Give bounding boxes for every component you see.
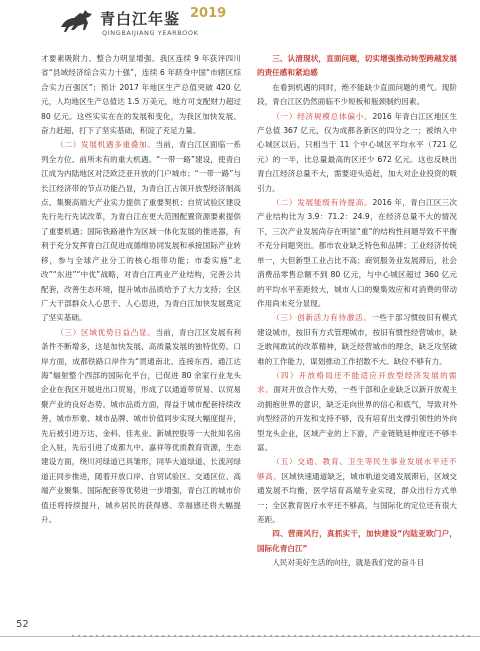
yearbook-title: 青白江年鉴 [100, 10, 181, 28]
paragraph: （四）开放格局还不能适应开放型经济发展的需求。面对开放合作大势，一些干部和企业缺乏以新开放观主动拥抱世界的意识，缺乏走向世界的信心和底气，导致对外向型经济的开发和支持不够，没有培育出支撑引领性的外向型龙头企业，区域产业的上下游，产业链链延伸度还不够丰富。 [257, 370, 457, 452]
paragraph: 才要素吸附力、整合力明显增强。我区连续 9 年获评四川省“县域经济综合实力十强”，连续 6 年跻身中国“市辖区综合实力百强区”；预计 2017 年地区生产总值突破 420 亿元，人均地区生产总值达 1.5 万美元，地方可支配财力超过 80 亿元。这些实实在在的发展和变化，为我区加快发展、奋力赶超，打下了坚实基础，积淀了充足力量。 [41, 54, 241, 136]
section-subheading: （二）发展能级有待提高。 [272, 198, 373, 208]
paragraph: 人民对美好生活的向往，就是我们党的奋斗目 [272, 558, 425, 568]
section-subheading: （四）开放格局还不能适应开放型经济发展的需求。 [257, 370, 457, 395]
page-number: 52 [16, 619, 29, 630]
section-subheading: （二）发展机遇多重叠加。 [56, 140, 156, 150]
yearbook-year: 2019 [190, 6, 227, 21]
section-heading: 三、认清现状，直面问题，切实增强推动转型跨越发展的责任感和紧迫感 [257, 54, 457, 78]
section-subheading: （五）交通、教育、卫生等民生事业发展水平还不够高。 [257, 457, 457, 481]
paragraph: （一）经济规模总体偏小。2016 年青白江区地区生产总值 367 亿元，仅为成都各新区的四分之一；被纳入中心城区以后，只相当于 11 个中心城区平均水平（721 亿元）的一半，比总量最高的区还少 672 亿元。这也反映出青白江经济总量不大，需要迎头追赶，加大对企业投资的吸引力。 [257, 111, 458, 193]
paragraph: （三）创新活力有待激活。一些干部习惯按旧有模式建设城市，按旧有方式管理城市，按旧有惯性经营城市，缺乏敢闯敢试的改革精神，缺乏经营城市的理念，缺乏攻坚破难的工作能力，谋划推动工作招数不大、缺位不够有力。 [257, 313, 457, 366]
paragraph: （二）发展机遇多重叠加。当前，青白江区面临一系列全方位、前所未有的重大机遇。“一带一路”建设，使青白江成为内陆地区对泛欧泛亚开放的门户城市；“一带一路”与长江经济带的节点功能凸显，为青白江占领开放型经济制高点、集聚高端大产业实力提供了重要契机；自贸试验区建设先行先行先试改革，为青白江在更大范围配置资源要素提供了重要机遇；国际铁路港作为区域一体化发展的推进器，有利于充分发挥青白江促进成德绵协同发展和承接国际产业转移，参与全球产业分工的核心组带功能；市委实施“北改”“东进”“中优”战略，对青白江两业产业结构，完善公共配套，改善生态环境，提升城市品质给予了大力支持；全区广大干部群众人心思干、人心思进，为青白江加快发展奠定了坚实基础。 [41, 140, 241, 323]
right-column [257, 52, 457, 571]
paragraph: （三）区域优势日益凸显。当前，青白江区发展有利条件不断增多，这是加快发展、高质量发展的独特优势。口岸方面，成都铁路口岸作为“贯通南北、连接东西、通江达海”辐射整个西部的国际化平台，已促进 80 余家行业龙头企业在我区开展进出口贸易，形成了以通道带贸易、以贸易聚产业的良好态势。城市品质方面，得益于城市配套持续改善，城市形象、城市品牌、城市价值同步实现大幅度提升，先后被引进万达、金科、佳兆业、新城控股等一大批知名房企入驻，先后引进了成都九中、嘉祥等优质教育资源，生态建设方面，绕川河绿道已具雏形，同华大道绿道、长流河绿道正同步推进，随着开放口岸、自贸试验区、交通区位、高端产业聚集、国际配套等优势进一步增强，青白江的城市价值还将持续提升，城乡居民的获得感、幸福感还将大幅提升。 [41, 327, 241, 524]
left-column [41, 52, 241, 527]
paragraph: 在看到机遇的同时，绝不能缺少直面问题的勇气。现阶段，青白江区仍然面临不少短板和瓶颈制约因素。 [257, 82, 457, 107]
paragraph: （五）交通、教育、卫生等民生事业发展水平还不够高。区域快速通道缺乏，城市轨道交通发展滞后，区域交通发展不均衡，医学培育高端专业实现，群众出行方式单一；全区教育医疗水平还不够高，与国际化的定位还有很大差距。 [257, 457, 458, 524]
section-subheading: （一）经济规模总体偏小。 [272, 111, 373, 121]
paragraph: （二）发展能级有待提高。2016 年，青白江区三次产业结构比为 3.9：71.2：24.9，在经济总量不大的情况下，三次产业发展尚存在明显“重”的结构性问题导致不平衡不充分问题突出。都市农业缺乏特色和品牌；工业经济传统单一，大但新型工业占比不高；商贸服务业发展滞后，社会消费品零售总额不到 80 亿元，与中心城区超过 360 亿元的平均水平差距较大，城市人口的聚集效应和对消费的带动作用尚未充分显现。 [257, 198, 458, 308]
section-subheading: （三）创新活力有待激活。 [272, 313, 372, 323]
yearbook-subtitle: QINGBAIJIANG YEARBOOK [102, 29, 199, 37]
footer-dot-pattern [70, 634, 470, 638]
section-heading: 四、营商风行，真抓实干，加快建设“内陆亚欧门户，国际化青白江” [257, 529, 457, 553]
page-header [0, 0, 480, 44]
section-subheading: （三）区域优势日益凸显。 [56, 327, 156, 337]
horse-logo-icon [58, 6, 98, 34]
